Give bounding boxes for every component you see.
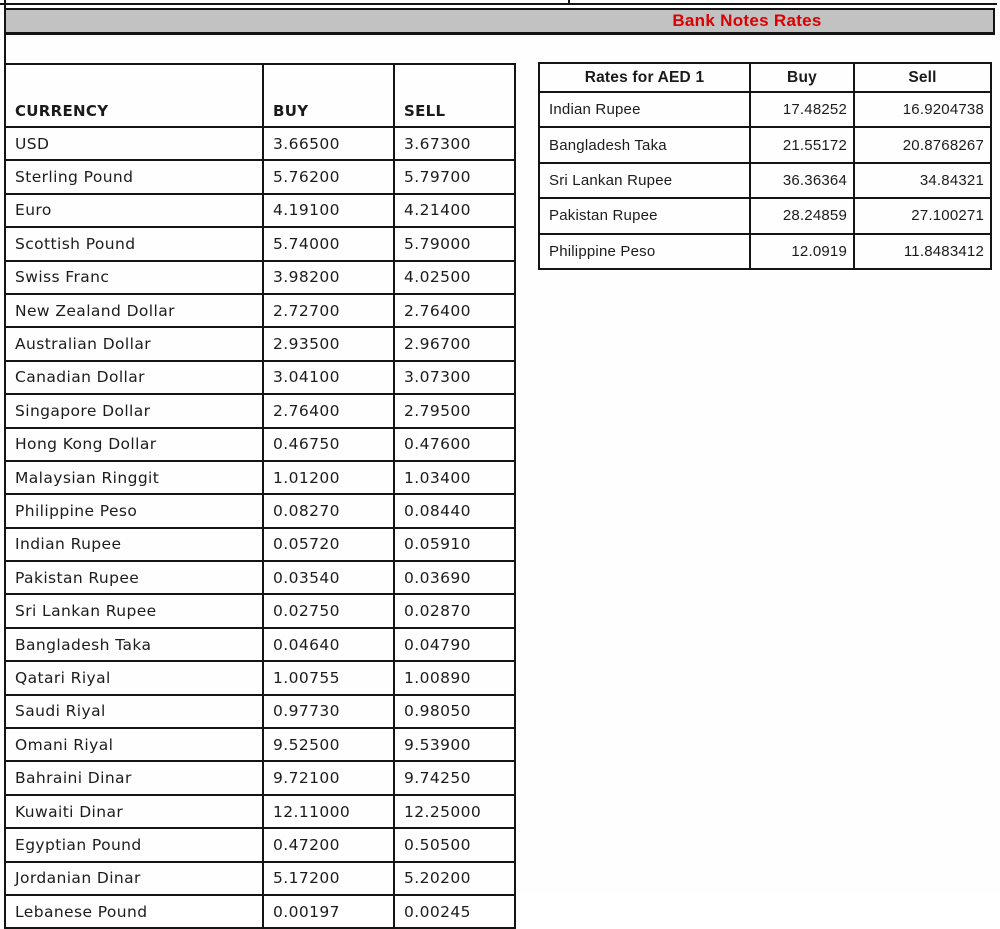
buy-rate-cell: 4.19100 <box>263 194 394 227</box>
currency-name-cell: Pakistan Rupee <box>539 198 750 233</box>
buy-rate-cell: 0.05720 <box>263 528 394 561</box>
sell-rate-cell: 5.79000 <box>394 227 515 260</box>
buy-rate-cell: 12.11000 <box>263 795 394 828</box>
table-row <box>5 160 515 193</box>
sell-rate-cell: 12.25000 <box>394 795 515 828</box>
currency-name-cell: Bahraini Dinar <box>5 761 263 794</box>
buy-rate-cell: 0.04640 <box>263 628 394 661</box>
currency-name-cell: Malaysian Ringgit <box>5 461 263 494</box>
currency-name-cell: Bangladesh Taka <box>5 628 263 661</box>
table-row <box>539 234 991 269</box>
currency-name-cell: Swiss Franc <box>5 261 263 294</box>
buy-rate-cell: 12.0919 <box>750 234 854 269</box>
sell-rate-cell: 34.84321 <box>854 163 991 198</box>
sell-rate-cell: 0.50500 <box>394 828 515 861</box>
table-row <box>5 227 515 260</box>
buy-rate-cell: 9.72100 <box>263 761 394 794</box>
sell-rate-cell: 0.00245 <box>394 895 515 928</box>
table-row <box>5 628 515 661</box>
buy-rate-cell: 36.36364 <box>750 163 854 198</box>
currency-name-cell: Australian Dollar <box>5 327 263 360</box>
currency-name-cell: Euro <box>5 194 263 227</box>
table-row <box>5 594 515 627</box>
title-bar <box>4 8 995 35</box>
sell-rate-cell: 0.05910 <box>394 528 515 561</box>
buy-rate-cell: 0.47200 <box>263 828 394 861</box>
currency-name-cell: Scottish Pound <box>5 227 263 260</box>
sell-rate-cell: 2.76400 <box>394 294 515 327</box>
table-row <box>5 862 515 895</box>
sell-rate-cell: 3.07300 <box>394 361 515 394</box>
buy-rate-cell: 21.55172 <box>750 127 854 162</box>
currency-name-cell: Indian Rupee <box>539 92 750 127</box>
column-header-sell: Sell <box>854 63 991 92</box>
column-header-currency: CURRENCY <box>5 64 263 127</box>
table-row <box>5 261 515 294</box>
table-row <box>5 528 515 561</box>
sheet-top-border <box>0 3 997 5</box>
buy-rate-cell: 0.08270 <box>263 494 394 527</box>
buy-rate-cell: 0.03540 <box>263 561 394 594</box>
buy-rate-cell: 3.04100 <box>263 361 394 394</box>
currency-name-cell: USD <box>5 127 263 160</box>
sell-rate-cell: 2.79500 <box>394 394 515 427</box>
table-row <box>5 327 515 360</box>
sell-rate-cell: 4.21400 <box>394 194 515 227</box>
currency-name-cell: Sterling Pound <box>5 160 263 193</box>
table-row <box>5 761 515 794</box>
currency-name-cell: Pakistan Rupee <box>5 561 263 594</box>
currency-name-cell: Egyptian Pound <box>5 828 263 861</box>
currency-name-cell: Hong Kong Dollar <box>5 428 263 461</box>
table-row <box>5 494 515 527</box>
sell-rate-cell: 9.74250 <box>394 761 515 794</box>
currency-name-cell: Qatari Riyal <box>5 661 263 694</box>
buy-rate-cell: 9.52500 <box>263 728 394 761</box>
table-row <box>5 461 515 494</box>
buy-rate-cell: 1.00755 <box>263 661 394 694</box>
buy-rate-cell: 0.46750 <box>263 428 394 461</box>
table-row <box>5 661 515 694</box>
page-title: Bank Notes Rates <box>672 11 822 30</box>
sell-rate-cell: 16.9204738 <box>854 92 991 127</box>
currency-rates-table <box>4 63 516 929</box>
buy-rate-cell: 5.76200 <box>263 160 394 193</box>
table-row <box>539 92 991 127</box>
sell-rate-cell: 1.03400 <box>394 461 515 494</box>
buy-rate-cell: 1.01200 <box>263 461 394 494</box>
sell-rate-cell: 4.02500 <box>394 261 515 294</box>
currency-name-cell: Canadian Dollar <box>5 361 263 394</box>
currency-name-cell: Jordanian Dinar <box>5 862 263 895</box>
header-row <box>539 63 991 92</box>
buy-rate-cell: 17.48252 <box>750 92 854 127</box>
currency-name-cell: Philippine Peso <box>539 234 750 269</box>
buy-rate-cell: 5.17200 <box>263 862 394 895</box>
table-row <box>539 163 991 198</box>
table-row <box>5 394 515 427</box>
sell-rate-cell: 0.03690 <box>394 561 515 594</box>
header-row <box>5 64 515 127</box>
table-row <box>5 428 515 461</box>
buy-rate-cell: 5.74000 <box>263 227 394 260</box>
currency-name-cell: Lebanese Pound <box>5 895 263 928</box>
buy-rate-cell: 3.98200 <box>263 261 394 294</box>
currency-name-cell: Singapore Dollar <box>5 394 263 427</box>
buy-rate-cell: 0.02750 <box>263 594 394 627</box>
table-row <box>5 795 515 828</box>
buy-rate-cell: 0.00197 <box>263 895 394 928</box>
table-row <box>5 294 515 327</box>
table-row <box>5 194 515 227</box>
currency-name-cell: Omani Riyal <box>5 728 263 761</box>
table-row <box>5 561 515 594</box>
buy-rate-cell: 28.24859 <box>750 198 854 233</box>
currency-name-cell: Kuwaiti Dinar <box>5 795 263 828</box>
table-row <box>539 198 991 233</box>
sell-rate-cell: 9.53900 <box>394 728 515 761</box>
sell-rate-cell: 0.02870 <box>394 594 515 627</box>
sell-rate-cell: 0.98050 <box>394 695 515 728</box>
currency-name-cell: Saudi Riyal <box>5 695 263 728</box>
column-header-rates-for-aed: Rates for AED 1 <box>539 63 750 92</box>
aed-rates-table <box>538 62 992 270</box>
buy-rate-cell: 2.72700 <box>263 294 394 327</box>
sell-rate-cell: 3.67300 <box>394 127 515 160</box>
buy-rate-cell: 2.76400 <box>263 394 394 427</box>
sell-rate-cell: 11.8483412 <box>854 234 991 269</box>
currency-name-cell: Indian Rupee <box>5 528 263 561</box>
table-row <box>5 895 515 928</box>
sell-rate-cell: 0.04790 <box>394 628 515 661</box>
currency-name-cell: Philippine Peso <box>5 494 263 527</box>
sell-rate-cell: 20.8768267 <box>854 127 991 162</box>
buy-rate-cell: 3.66500 <box>263 127 394 160</box>
sell-rate-cell: 1.00890 <box>394 661 515 694</box>
sell-rate-cell: 5.20200 <box>394 862 515 895</box>
table-row <box>5 695 515 728</box>
column-header-buy: BUY <box>263 64 394 127</box>
table-row <box>5 728 515 761</box>
sell-rate-cell: 5.79700 <box>394 160 515 193</box>
buy-rate-cell: 2.93500 <box>263 327 394 360</box>
sell-rate-cell: 27.100271 <box>854 198 991 233</box>
column-header-buy: Buy <box>750 63 854 92</box>
grid-cell-tick <box>568 0 570 5</box>
sell-rate-cell: 2.96700 <box>394 327 515 360</box>
table-row <box>5 361 515 394</box>
currency-name-cell: Sri Lankan Rupee <box>539 163 750 198</box>
table-row <box>5 828 515 861</box>
table-row <box>5 127 515 160</box>
sell-rate-cell: 0.47600 <box>394 428 515 461</box>
buy-rate-cell: 0.97730 <box>263 695 394 728</box>
sell-rate-cell: 0.08440 <box>394 494 515 527</box>
currency-name-cell: Bangladesh Taka <box>539 127 750 162</box>
currency-name-cell: Sri Lankan Rupee <box>5 594 263 627</box>
currency-name-cell: New Zealand Dollar <box>5 294 263 327</box>
column-header-sell: SELL <box>394 64 515 127</box>
table-row <box>539 127 991 162</box>
